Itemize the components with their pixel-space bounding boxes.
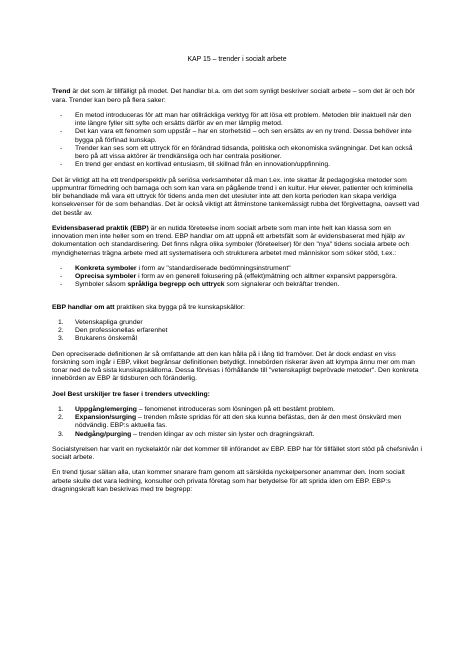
dash-marker: -: [60, 128, 63, 136]
ebp-symbol-list: [52, 265, 422, 290]
paragraph-socialstyrelsen: Socialstyrelsen har varit en nyckelaktör när det kommer till införandet av EBP. EBP har för tillfället stort stöd på chefsnivån i socialt arbete.: [52, 445, 422, 461]
list-item-text: Vetenskapliga grunder: [75, 318, 143, 326]
dash-marker: -: [60, 264, 63, 272]
list-item-bold: Nedgång/purging: [75, 430, 132, 438]
list-item: [52, 273, 422, 281]
list-item-text: – trenden måste spridas för att den ska kunna befästas, den är den mest önskvärd men nödvändig. EBP:s aktuella fas.: [75, 414, 402, 430]
list-item: [52, 145, 422, 162]
list-item-text: Den professionellas erfarenhet: [75, 327, 168, 334]
page-title: KAP 15 – trender i socialt arbete: [187, 56, 287, 63]
list-item-text: Symboler såsom: [75, 281, 128, 289]
number-marker: 2.: [58, 327, 64, 334]
list-item-bold: språkliga begrepp och uttryck: [127, 281, 225, 289]
list-item: [52, 431, 422, 439]
list-item-text: Trender kan ses som ett uttryck för en förändrad tidsanda, politiska och ekonomiska svängningar. Det kan också bero på att vissa aktörer är trendkänsliga och har centrala positioner.: [75, 144, 413, 160]
list-item-text: – fenomenet introduceras som lösningen på ett bestämt problem.: [136, 405, 335, 413]
paragraph-trend-appeal: En trend tjusar sällan alla, utan kommer snarare fram genom att särskilda nyckelpersoner anammar den. Inom socialt arbete skulle det vara ledning, konsulter och privata företag som har betydelse för att sprida iden om EBP. EBP:s dragningskraft kan beskrivas med tre begrepp:: [52, 469, 405, 493]
number-marker: 2.: [58, 414, 64, 421]
ebp-intro-text: är en nutida företeelse inom socialt arbete som man inte helt kan klassa som en innovation men inte heller som en trend. EBP handlar om att uppnå ett arbetsfält som är evidensbaserat med hjälp av dokumentation och standardisering. Det finns några olika symboler (företeelser) för den "nya" tidens sociala arbete och myndigheternas trägna arbete med att systematisera och strukturera arbetet med människor som söker stöd, t.ex.:: [52, 224, 410, 257]
list-item-bold: Konkreta symboler: [75, 264, 137, 272]
trend-term: Trend: [52, 88, 71, 96]
ebp-term: Evidensbaserad praktik (EBP): [52, 224, 149, 232]
ebp-about-text: praktiken ska bygga på tre kunskapskällor:: [114, 303, 245, 311]
heading-text: Joel Best urskiljer tre faser i trenders utveckling:: [52, 390, 210, 398]
number-marker: 1.: [58, 405, 64, 413]
list-item-text: En metod introduceras för att man har otillräckliga verktyg för att lösa ett problem. Metoden blir inaktuell när den inte längre fyller sitt syfte och ersätts därför av en mer lämplig metod.: [75, 111, 412, 127]
number-marker: 3.: [58, 335, 64, 343]
list-item: [52, 161, 422, 169]
dash-marker: -: [60, 111, 63, 119]
list-item: [52, 281, 422, 289]
ebp-about-term: EBP handlar om att: [52, 303, 115, 311]
trend-intro: [52, 88, 422, 105]
list-item-bold: Uppgång/emerging: [75, 405, 137, 413]
ebp-about: [52, 304, 422, 312]
list-item-text: – trenden klingar av och mister sin lyster och dragningskraft.: [131, 430, 315, 438]
dash-marker: -: [60, 273, 63, 280]
paragraph-trend-perspective: Det är viktigt att ha ett trendperspektiv på seriösa verksamheter då man t.ex. inte skattar åt pedagogiska metoder som uppmuntrar förnedring och barnaga och som kan vara en pågående trend i en kultur. Hur elever, patienter och kriminella blir behandlade må vara ett uttryck för tidens anda men det utesluter inte att den korta perioden kan skapa verkliga konsekvenser för de som behandlas. Det är också viktigt att åtminstone tankemässigt rubba det förgivettagna, oavsett vad det består av.: [52, 176, 420, 217]
list-item-bold: Oprecisa symboler: [75, 273, 137, 280]
knowledge-source-list: [52, 319, 422, 344]
list-item-text: i form av "standardiserade bedömningsinstrument": [136, 264, 291, 272]
list-item: [52, 327, 422, 335]
list-item: [52, 128, 422, 145]
list-item-text: i form av en generell fokusering på (effekt)mätning och alltmer expansivt pappersgöra.: [136, 273, 398, 280]
dash-marker: -: [60, 144, 63, 152]
number-marker: 3.: [58, 430, 64, 438]
list-item: [52, 406, 422, 414]
trend-bullet-list: [52, 112, 422, 170]
dash-marker: -: [60, 161, 63, 169]
ebp-intro: [52, 225, 422, 258]
list-item-text: som signalerar och bekräftar trenden.: [224, 281, 340, 289]
list-item: [52, 112, 422, 129]
number-marker: 1.: [58, 318, 64, 326]
list-item: [52, 335, 422, 343]
list-item: [52, 319, 422, 327]
list-item-text: Brukarens önskemål: [75, 335, 137, 343]
paragraph-definition: Den opreciserade definitionen är så omfattande att den kan hålla på i lång tid framöver. Det är dock endast en viss forskning som ingår i EBP, vilket begränsar definitionen betydligt. Innebörden riskerar även att krympa ännu mer om man tonar ned de två sista kunskapskällorna. Dessa förvisas i förhållande till "vetenskapligt beprövade metoder". Den konkreta innebörden av EBP är tidsburen och föränderlig.: [52, 350, 419, 383]
list-item-text: Det kan vara ett fenomen som uppstår – har en storhetstid – och sen ersätts av en ny trend. Dessa behöver inte bygga på förfinad kunskap.: [75, 128, 412, 144]
section-heading-joel-best: [52, 391, 422, 399]
list-item-text: En trend ger endast en kortlivad entusiasm, till skillnad från en innovation/uppfinning.: [75, 161, 331, 169]
list-item-bold: Expansion/surging: [75, 414, 137, 421]
dash-marker: -: [60, 281, 63, 289]
list-item: [52, 414, 422, 431]
list-item: [52, 265, 422, 273]
phase-list: [52, 406, 422, 439]
trend-intro-text: är det som är tillfälligt på modet. Det handlar bl.a. om det som synligt beskriver socialt arbete – som det är och bör vara. Trender kan bero på flera saker:: [52, 88, 416, 104]
